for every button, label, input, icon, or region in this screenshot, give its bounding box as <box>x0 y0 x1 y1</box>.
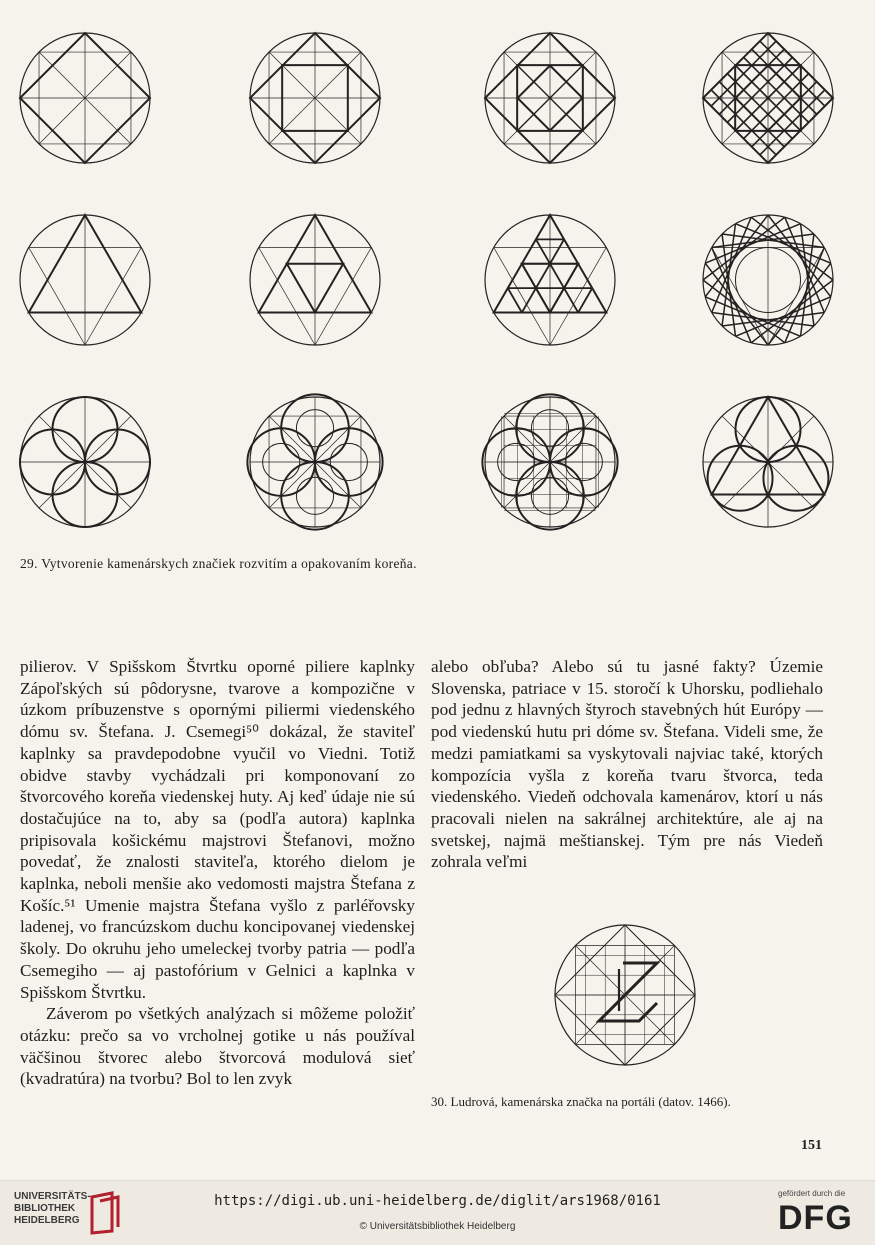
paragraph: Záverom po všetkých analýzach si môžeme položiť otázku: prečo sa vo vrcholnej gotike u nás používal väčšinou štvorec alebo štvorcová modulová sieť (kvadratúra) na tvorbu? Bol to len zvyk <box>20 1004 415 1089</box>
square-construction <box>20 33 150 163</box>
copyright-notice: © Universitätsbibliothek Heidelberg <box>359 1221 516 1232</box>
text-column-right <box>431 656 823 873</box>
circle-construction <box>703 397 833 527</box>
footer-bar <box>0 1180 875 1245</box>
construction-line <box>712 234 814 247</box>
square-construction <box>250 33 380 163</box>
construction-line <box>508 288 522 312</box>
construction-line <box>722 313 824 326</box>
document-url-link[interactable]: https://digi.ub.uni-heidelberg.de/diglit/ars1968/0161 <box>214 1193 661 1209</box>
square-construction <box>703 33 833 163</box>
mark-stroke <box>599 963 657 1021</box>
library-logo-text: UNIVERSITÄTS- BIBLIOTHEK HEIDELBERG <box>14 1191 91 1226</box>
funding-note: gefördert durch die <box>778 1189 846 1198</box>
dfg-logo: DFG <box>778 1199 853 1237</box>
construction-line <box>801 224 814 326</box>
construction-line <box>722 224 735 326</box>
figure-29 <box>0 0 875 550</box>
figure-30-caption: 30. Ludrová, kamenárska značka na portáli (datov. 1466). <box>431 1094 731 1109</box>
figure-30 <box>545 915 705 1075</box>
text-column-left <box>20 656 415 1090</box>
paragraph: alebo obľuba? Alebo sú tu jasné fakty? Územie Slovenska, patriace v 15. storočí k Uhorsku, podliehalo pod jednu z hlavných štyroch stavebných hút Európy — pod viedenskú hutu pri dóme sv. Štefana. Videli sme, že medzi pamiatkami sa vyskytovali najviac také, ktorých kompozícia vyšla z koreňa tvaru štvorca, teda viedenského. Viedeň odchovala kamenárov, ktorí u nás pracovali nielen na sakrálnej architektúre, ale aj na svetskej, najmä meštianskej. Tým pre nás Viedeň zohrala veľmi <box>431 657 823 872</box>
triangle-construction <box>703 215 833 345</box>
circle-construction <box>247 394 382 529</box>
construction-line <box>712 313 814 326</box>
triangle-construction <box>485 215 615 345</box>
triangle-construction <box>250 215 380 345</box>
circle-construction <box>20 397 150 527</box>
page-number: 151 <box>801 1138 822 1153</box>
ludrova-mark <box>555 925 695 1065</box>
construction-line <box>578 288 592 312</box>
construction-line <box>722 234 824 247</box>
circle-construction <box>482 394 617 529</box>
paragraph: pilierov. V Spišskom Štvrtku oporné piliere kaplnky Zápoľských sú pôdorysne, tvarove a kompozične v úzkom príbuzenstve s opornými piliermi viedenského dómu sv. Štefana. J. Csemegi⁵⁰ dokázal, že staviteľ kaplnky sa pravdepodobne vyučil vo Viedni. Totiž obidve stavby vychádzali pri komponovaní zo štvorcového koreňa viedenskej huty. Aj keď údaje nie sú dostačujúce na to, aby sa (podľa autora) kaplnka pripisovala košickému majstrovi Štefanovi, možno povedať, že znalosti staviteľa, ktorého dielom je kaplnka, neboli menšie ako vedomosti majstra Štefana z Košíc.⁵¹ Umenie majstra Štefana vyšlo z parléřovsky ladenej, vo francúzskom duchu koncipovanej viedenskej školy. Do okruhu jeho umeleckej tvorby patria — podľa Csemegiho — aj pastofórium v Gelnici a kaplnka v Spišskom Štvrtku. <box>20 657 415 1002</box>
triangle-construction <box>20 215 150 345</box>
figure-29-caption: 29. Vytvorenie kamenárskych značiek rozvitím a opakovaním koreňa. <box>20 556 417 571</box>
square-construction <box>485 33 615 163</box>
